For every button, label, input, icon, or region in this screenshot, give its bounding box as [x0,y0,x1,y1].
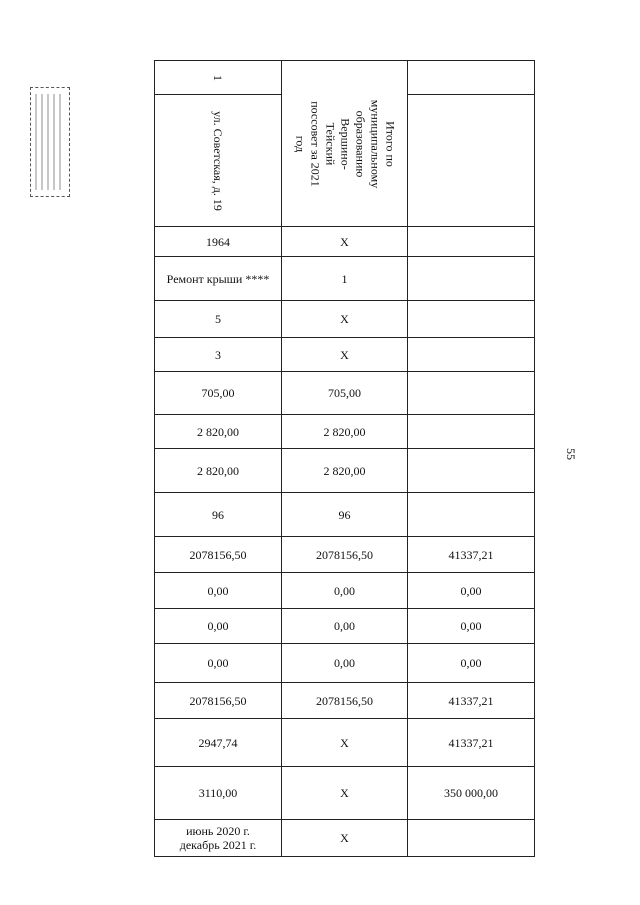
cell-header-total [282,61,408,227]
date-end: декабрь 2021 г. [179,838,257,852]
cell-r4-c2: X [282,301,408,338]
cell-r0-c1: 1 [155,61,282,95]
cell-r3-c1: Ремонт крыши **** [155,257,282,301]
cell-r4-c1: 5 [155,301,282,338]
cell-r8-c1: 2 820,00 [155,449,282,493]
cell-r6-c3 [408,372,535,415]
cell-r2-c1: 1964 [155,227,282,257]
cell-r4-c3 [408,301,535,338]
cell-r14-c2: 2078156,50 [282,683,408,719]
cell-date-range [155,820,282,857]
cell-r9-c1: 96 [155,493,282,537]
cell-r7-c2: 2 820,00 [282,415,408,449]
cell-r8-c3 [408,449,535,493]
cell-r7-c1: 2 820,00 [155,415,282,449]
cell-r10-c2: 2078156,50 [282,537,408,573]
date-start: июнь 2020 г. [186,824,250,838]
cell-r12-c2: 0,00 [282,609,408,644]
cell-r10-c3: 41337,21 [408,537,535,573]
cell-r15-c2: X [282,719,408,767]
page-number: 55 [564,448,578,460]
cell-r17-c2: X [282,820,408,857]
cell-r6-c1: 705,00 [155,372,282,415]
cell-r14-c1: 2078156,50 [155,683,282,719]
cell-r13-c2: 0,00 [282,644,408,683]
cell-r17-c3 [408,820,535,857]
cell-r7-c3 [408,415,535,449]
cell-r0-c3 [408,61,535,95]
cell-r13-c3: 0,00 [408,644,535,683]
cell-r11-c1: 0,00 [155,573,282,609]
cell-r5-c3 [408,338,535,372]
data-table [154,60,535,857]
cell-r9-c3 [408,493,535,537]
cell-r2-c2: X [282,227,408,257]
cell-address: ул. Советская, д. 19 [155,95,282,227]
cell-r6-c2: 705,00 [282,372,408,415]
cell-r14-c3: 41337,21 [408,683,535,719]
cell-r1-c3 [408,95,535,227]
header-line-1: Итого по муниципальному [368,99,397,188]
cell-r15-c3: 41337,21 [408,719,535,767]
cell-r5-c1: 3 [155,338,282,372]
cell-r13-c1: 0,00 [155,644,282,683]
cell-r12-c3: 0,00 [408,609,535,644]
cell-r3-c2: 1 [282,257,408,301]
cell-r16-c3: 350 000,00 [408,767,535,820]
cell-r11-c3: 0,00 [408,573,535,609]
cell-r3-c3 [408,257,535,301]
cell-r12-c1: 0,00 [155,609,282,644]
cell-r9-c2: 96 [282,493,408,537]
header-line-2: образованию Вершино- [338,110,367,177]
cell-r16-c2: X [282,767,408,820]
cell-r8-c2: 2 820,00 [282,449,408,493]
stamp-image [30,87,70,197]
cell-r16-c1: 3110,00 [155,767,282,820]
cell-r2-c3 [408,227,535,257]
cell-r11-c2: 0,00 [282,573,408,609]
cell-r15-c1: 2947,74 [155,719,282,767]
cell-r5-c2: X [282,338,408,372]
cell-r10-c1: 2078156,50 [155,537,282,573]
header-line-3: Тейский поссовет за 2021 год [293,100,337,187]
